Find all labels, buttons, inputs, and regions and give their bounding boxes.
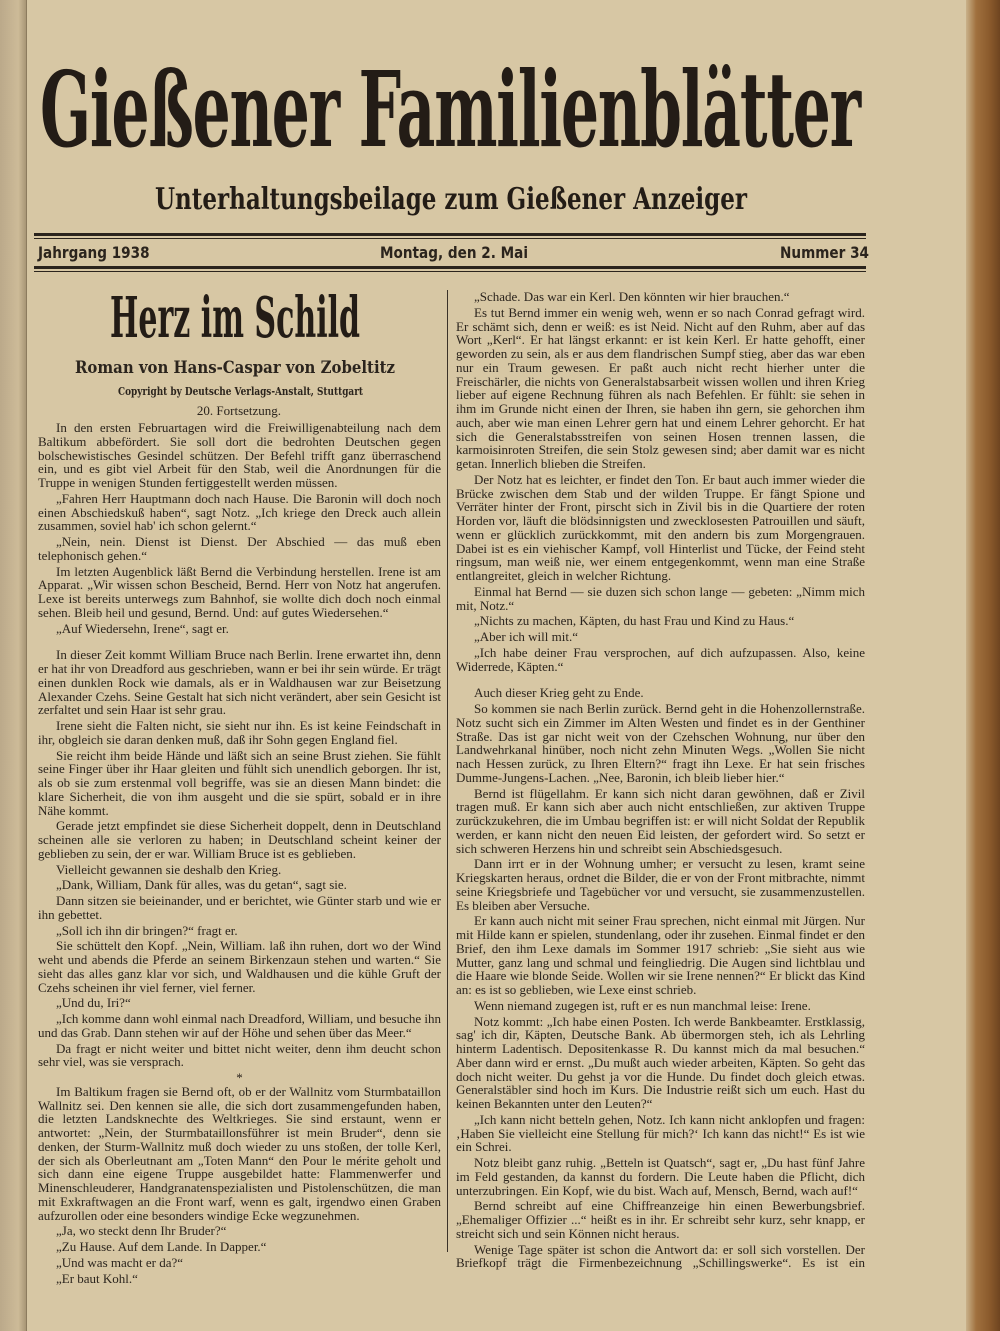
paragraph: „Er baut Kohl.“ [56, 1270, 138, 1286]
book-binding [966, 0, 1000, 1331]
masthead-title: Gießener Familienblätter [40, 48, 860, 171]
header-rule-top [34, 233, 866, 239]
paragraph: Notz bleibt ganz ruhig. „Betteln ist Quatsch“, sagt er, „Du hast fünf Jahre im Feld gestanden, da kannst du fordern. Die Leute haben die Pflicht, dich unterzubringen. Ein Kopf, wie du bist. Wach auf, Mensch, Bernd, wach auf!“ [456, 1155, 865, 1198]
paragraph: Der Notz hat es leichter, er findet den Ton. Er baut auch immer wieder die Brücke zwischen dem Stab und der wilden Truppe. Er fängt Spione und Verräter hinter der Front, pirscht sich in Zivil bis in die Quartiere der roten Horden vor, läuft die blödsinnigsten und zwecklosesten Patrouillen und säuft, wenn er glücklich zurückkommt, mit den andern bis zum Morgengrauen. Dabei ist es ein viehischer Kampf, voll Hinterlist und Tücke, der Feind steht ringsum, man weiß nie, wer einem entgegenkommt, wenn man eine Straße entlangreitet, gleich in welcher Richtung. [456, 471, 865, 583]
column-divider [447, 290, 448, 1252]
copyright-line: Copyright by Deutsche Verlags-Anstalt, Stuttgart [118, 384, 363, 398]
paragraph: Wenige Tage später ist schon die Antwort da: er soll sich vorstellen. Der Briefkopf trägt die Firmenbezeichnung „Schillingswerke“. Es ist ein [456, 1241, 865, 1271]
paragraph: „Ich kann nicht betteln gehen, Notz. Ich kann nicht anklopfen und fragen: ‚Haben Sie vielleicht eine Stellung für mich?‘ Ich kann das nicht!“ Es ist wie ein Schrei. [456, 1111, 865, 1155]
paragraph: So kommen sie nach Berlin zurück. Bernd geht in die Hohenzollernstraße. Notz sucht sich ein Zimmer im Alten Westen und findet es in der Genthiner Straße. Das ist gar nicht weit von der Czehschen Wohnung, nur über den Landwehrkanal hinüber, noch nicht zehn Minuten Wegs. „Wollen Sie nicht nach Hessen zurück, zu Ihren Eltern?“ fragt ihn Lexe. Er hat sein frisches Dumme-Jungens-Lachen. „Nee, Baronin, ich bleib lieber hier.“ [456, 701, 865, 785]
paragraph: In den ersten Februartagen wird die Freiwilligenabteilung nach dem Baltikum abbefördert. Sie soll dort die bedrohten Deutschen gegen bolschewistisches Gesindel schützen. Der Befehl trifft ganz überraschend ein, und es gibt viel Arbeit für den Stab, weil die Anordnungen für die Truppe in wenigen Stunden fertiggestellt werden müssen. [38, 420, 441, 490]
paragraph: Vielleicht gewannen sie deshalb den Krieg. [56, 861, 282, 877]
story-title: Herz im Schild [110, 285, 360, 351]
paragraph: „Zu Hause. Auf dem Lande. In Dapper.“ [56, 1239, 267, 1254]
paragraph: „Ich komme dann wohl einmal nach Dreadford, William, und besuche ihn und das Grab. Dann stehen wir auf der Höhe und sehen über das Meer.“ [38, 1011, 441, 1040]
paragraph: „Aber ich will mit.“ [474, 629, 578, 644]
paragraph: Da fragt er nicht weiter und bittet nicht weiter, denn ihm deucht schon sehr viel, was sie versprach. [38, 1040, 441, 1070]
paragraph: Es tut Bernd immer ein wenig weh, wenn er so nach Conrad gefragt wird. Er schämt sich, denn er weiß: es ist Neid. Nicht auf den Ruhm, aber auf das Wort „Kerl“. Er hat längst erkannt: er ist kein Kerl. Er hatte gehofft, einer geworden zu sein, als er aus dem flandrischen Sumpf stieg, aber das war eben nur ein Traum gewesen. Er paßt auch nicht recht hierher unter die Freischärler, die nichts von Generalstabsarbeit wissen wollen und ihren Krieg lieber auf eigene Rechnung führen als nach Befehlen. Er fühlt: sie sehen in ihm im Grunde nicht einen der Ihren, sie haben ihn gern, sie gehorchen ihm auch, aber wie man einen Lehrer gern hat und einem Lehrer gehorcht. Er hat sich die Generalstabsstreifen von seinen Hosen trennen lassen, die karmoisinroten Streifen, die sein Stolz gewesen sind; aber damit war es nicht getan. Innerlich blieben die Streifen. [456, 304, 865, 471]
left-text-column [38, 421, 441, 1287]
masthead-subtitle: Unterhaltungsbeilage zum Gießener Anzeiger [155, 182, 747, 217]
paragraph: Irene sieht die Falten nicht, sie sieht nur ihn. Es ist keine Feindschaft in ihr, obgleich sie daran denken muß, daß ihr Sohn gegen England fiel. [38, 718, 441, 747]
story-byline: Roman von Hans-Caspar von Zobeltitz [75, 358, 395, 378]
adjacent-page-edge [0, 0, 27, 1331]
paragraph: „Soll ich ihn dir bringen?“ fragt er. [56, 922, 238, 938]
paragraph: Im letzten Augenblick läßt Bernd die Verbindung herstellen. Irene ist am Apparat. „Wir wissen schon Bescheid, Bernd. Herr von Notz hat angerufen. Lexe ist bereits unterwegs zum Bahnhof, sie wollte dich doch noch einmal sehen. Bleib heil und gesund, Bernd. Und: auf gutes Wiedersehen.“ [38, 563, 441, 620]
right-text-column [456, 290, 865, 1272]
paragraph: „Und was macht er da?“ [56, 1254, 184, 1270]
paragraph: Bernd schreibt auf eine Chiffreanzeige hin einen Bewerbungsbrief. „Ehemaliger Offizier ...“ heißt es in ihr. Er schreibt sehr kurz, sehr knapp, er streicht sich und sein Können nicht heraus. [456, 1198, 865, 1241]
installment-number: 20. Fortsetzung. [196, 403, 282, 418]
paragraph: „Und du, Iri?“ [56, 995, 131, 1011]
date-label: Montag, den 2. Mai [380, 243, 528, 262]
paragraph: Bernd ist flügellahm. Er kann sich nicht daran gewöhnen, daß er Zivil tragen muß. Er kann sich aber auch nicht entschließen, zur aktiven Truppe zurückzukehren, die im Umbau begriffen ist: er will nicht Soldat der Republik werden, er kann nicht den neuen Eid leisten, der gefordert wird. So setzt er sich schweren Herzens hin und schreibt sein Abschiedsgesuch. [456, 785, 865, 856]
paragraph: „Dank, William, Dank für alles, was du getan“, sagt sie. [56, 877, 347, 893]
paragraph: „Schade. Das war ein Kerl. Den könnten wir hier brauchen.“ [474, 289, 790, 304]
paragraph: Gerade jetzt empfindet sie diese Sicherheit doppelt, denn in Deutschland scheinen alle sie verloren zu haben; in Deutschland scheint keiner der geblieben zu sein, der er war. William Bruce ist es geblieben. [38, 818, 441, 861]
paragraph: Dann irrt er in der Wohnung umher; er versucht zu lesen, kramt seine Kriegskarten heraus, ordnet die Bilder, die er von der Front mitbrachte, nimmt seine Kriegsbriefe und Tagebücher vor und versucht, sie zusammenzustellen. Es bleiben aber Versuche. [456, 856, 865, 913]
paragraph: Einmal hat Bernd — sie duzen sich schon lange — gebeten: „Nimm mich mit, Notz.“ [456, 583, 865, 613]
paragraph: Notz kommt: „Ich habe einen Posten. Ich werde Bankbeamter. Erstklassig, sag' ich dir, Käpten, Deutsche Bank. Ab übermorgen steh, ich als Lehrling hinterm Ladentisch. Depositenkasse R. Du kannst mich da mal besuchen.“ Aber dann wird er ernst. „Du mußt auch wieder arbeiten, Käpten. So geht das doch nicht weiter. Du gehst ja vor die Hunde. Du findet doch gleich etwas. Generalstäbler sind hoch im Kurs. Die Industrie reißt sich um euch. Hast du keinen Bekannten unter den Leuten?“ [456, 1013, 865, 1111]
paragraph: „Nichts zu machen, Käpten, du hast Frau und Kind zu Haus.“ [474, 613, 795, 629]
paragraph: Im Baltikum fragen sie Bernd oft, ob er der Wallnitz vom Sturmbataillon Wallnitz sei. Den kennen sie alle, die sich dort zusammengefunden haben, die letzten Landsknechte des Weltkrieges. Sie sind erstaunt, wenn er antwortet: „Nein, der Sturmbataillonsführer ist mein Bruder“, denn sie denken, der Sturm-Wallnitz muß doch wieder zu uns stoßen, der tolle Kerl, der sich als Oberleutnant am „Toten Mann“ den Pour le mérite geholt und sich dann eine eigene Truppe ausgebildet hatte: Flammenwerfer und Minenschleuderer, Handgranatenspezialisten und Pistolenschützen, die man mit Exkraftwagen an die Front warf, wenn es galt, irgendwo einen Graben aufzurollen oder eine besonders windige Ecke wegzunehmen. [38, 1083, 441, 1223]
paragraph: Dann sitzen sie beieinander, und er berichtet, wie Günter starb und wie er ihn gebettet. [38, 893, 441, 922]
paragraph: Wenn niemand zugegen ist, ruft er es nun manchmal leise: Irene. [474, 997, 811, 1013]
volume-label: Jahrgang 1938 [38, 243, 150, 262]
paragraph: Er kann auch nicht mit seiner Frau sprechen, nicht einmal mit Jürgen. Nur mit Hilde kann er spielen, stundenlang, oder ihr zusehen. Einmal findet er den Brief, den ihm Lexe damals im Sommer 1917 schrieb: „Sie sieht aus wie Mutter, ganz lang und schmal und feingliedrig. Die Augen sind lichtblau und die Haare wie blonde Seide. Wollen wir sie Irene nennen?“ Er blickt das Kind an: es ist so geblieben, wie Lexe einst schrieb. [456, 913, 865, 997]
paragraph: „Fahren Herr Hauptmann doch nach Hause. Die Baronin will doch noch einen Abschiedskuß haben“, sagt Notz. „Ich kriege den Dreck auch allein zusammen, soviel hab' ich schon gelernt.“ [38, 490, 441, 534]
section-separator: * [236, 1070, 243, 1085]
paragraph: „Ich habe deiner Frau versprochen, auf dich aufzupassen. Also, keine Widerrede, Käpten.“ [456, 644, 865, 674]
paragraph: Auch dieser Krieg geht zu Ende. [474, 685, 644, 701]
paragraph: In dieser Zeit kommt William Bruce nach Berlin. Irene erwartet ihn, denn er hat ihr von Dreadford aus geschrieben, wann er bei ihr sein würde. Er trägt einen dunklen Rock wie damals, als er in Waldhausen war zur Beisetzung Alexander Czehs. Seine Gestalt hat sich nicht verändert, aber sein Gesicht ist zerfaltet und sein Haar ist sehr grau. [38, 647, 441, 718]
issue-label: Nummer 34 [780, 243, 869, 262]
paragraph: Sie reicht ihm beide Hände und läßt sich an seine Brust ziehen. Sie fühlt seine Finger über ihr Haar gleiten und fühlt sich unendlich geborgen. Ihr ist, als ob sie zum erstenmal voll begriffe, was sie an diesen Mann bindet: die klare Sicherheit, die von ihm ausgeht und die sie spürt, sobald er in ihre Nähe kommt. [38, 747, 441, 818]
paragraph: „Ja, wo steckt denn Ihr Bruder?“ [56, 1223, 227, 1239]
paragraph: „Auf Wiedersehn, Irene“, sagt er. [56, 620, 229, 636]
header-rule-bottom [34, 266, 866, 272]
paragraph: „Nein, nein. Dienst ist Dienst. Der Abschied — das muß eben telephonisch gehen.“ [38, 534, 441, 563]
paragraph: Sie schüttelt den Kopf. „Nein, William. laß ihn ruhen, dort wo der Wind weht und abends die Pferde an seinem Birkenzaun stehen und warten.“ Sie sieht das alles ganz klar vor sich, und Waldhausen und die kühle Gruft der Czehs scheinen ihr viel ferner, viel ferner. [38, 938, 441, 995]
